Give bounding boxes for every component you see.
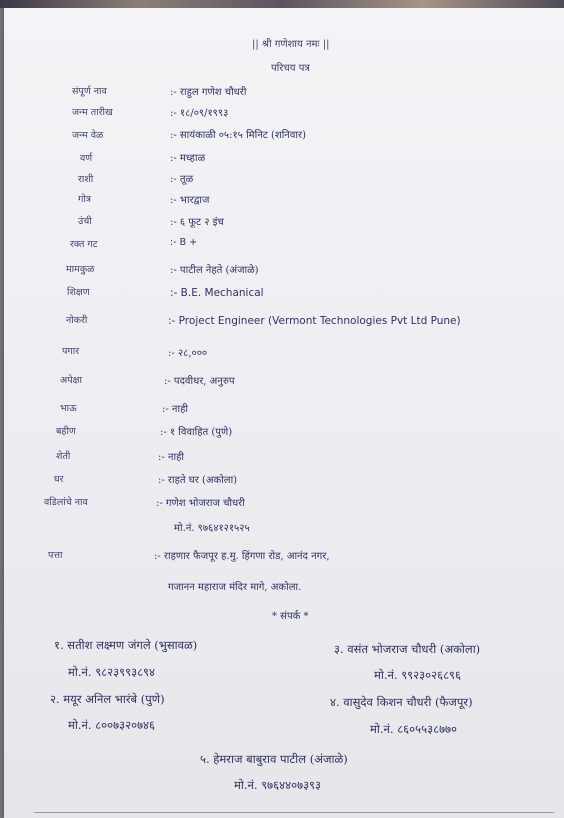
label-house: घर bbox=[54, 474, 64, 485]
value-house: :- राहते घर (अकोला) bbox=[158, 475, 238, 486]
label-height: उंची bbox=[78, 216, 92, 227]
invocation-heading: || श्री गणेशाय नमः || bbox=[252, 39, 330, 50]
label-maternal-family: मामकुळ bbox=[66, 264, 95, 275]
contact-name-1: १. सतीश लक्ष्मण जंगले (भुसावळ) bbox=[54, 638, 198, 652]
address-line-2: गजानन महाराज मंदिर मागे, अकोला. bbox=[168, 582, 302, 593]
label-expectations: अपेक्षा bbox=[60, 375, 82, 386]
label-education: शिक्षण bbox=[67, 287, 90, 298]
value-birth-date: :- १८/०९/१९९३ bbox=[170, 108, 229, 119]
contact-name-3: ३. वसंत भोजराज चौधरी (अकोला) bbox=[334, 642, 481, 656]
contact-phone-5: मो.नं. ९७६४४०७३९३ bbox=[234, 778, 322, 792]
document-title: परिचय पत्र bbox=[271, 63, 310, 74]
contact-phone-1: मो.नं. ९८२३९९३८९४ bbox=[68, 665, 156, 679]
contact-phone-2: मो.नं. ८००७३२०७४६ bbox=[68, 718, 156, 732]
value-farm: :- नाही bbox=[158, 452, 184, 463]
value-height: :- ६ फूट २ इंच bbox=[170, 217, 224, 228]
value-full-name: :- राहुल गणेश चौधरी bbox=[170, 87, 247, 98]
value-education: :- B.E. Mechanical bbox=[170, 287, 264, 299]
contact-phone-3: मो.नं. ९९२३०२६८९६ bbox=[374, 668, 462, 682]
background-edge bbox=[0, 0, 564, 8]
label-farm: शेती bbox=[56, 451, 71, 462]
value-salary: :- २८,००० bbox=[168, 348, 208, 359]
value-complexion: :- मध्हाळ bbox=[170, 153, 206, 164]
value-gotra: :- भारद्वाज bbox=[170, 195, 210, 206]
label-sister: बहीण bbox=[56, 426, 76, 437]
label-blood-group: रक्त गट bbox=[70, 239, 98, 250]
father-phone: मो.नं. ९७६४१२१५२५ bbox=[174, 523, 250, 534]
contact-name-4: ४. वासुदेव किशन चौधरी (फैजपूर) bbox=[330, 695, 473, 709]
label-rashi: राशी bbox=[78, 174, 94, 185]
label-address: पत्ता bbox=[48, 550, 63, 561]
value-occupation: :- Project Engineer (Vermont Technologies Pvt Ltd Pune) bbox=[168, 315, 461, 327]
label-birth-date: जन्म तारीख bbox=[72, 107, 113, 118]
label-father-name: वडिलांचे नाव bbox=[44, 497, 88, 508]
value-father-name: :- गणेश भोजराज चौधरी bbox=[156, 498, 245, 509]
bottom-divider bbox=[34, 812, 554, 813]
value-birth-time: :- सायंकाळी ०५:१५ मिनिट (शनिवार) bbox=[170, 130, 306, 141]
contact-phone-4: मो.नं. ८६०५५३८७७० bbox=[370, 722, 458, 736]
contact-name-5: ५. हेमराज बाबुराव पाटील (अंजाळे) bbox=[200, 752, 348, 766]
label-full-name: संपूर्ण नाव bbox=[72, 86, 107, 97]
label-gotra: गोत्र bbox=[78, 194, 92, 205]
label-brother: भाऊ bbox=[60, 403, 77, 414]
label-complexion: वर्ण bbox=[80, 153, 93, 164]
value-maternal-family: :- पाटील नेहते (अंजाळे) bbox=[170, 265, 259, 276]
value-rashi: :- तूळ bbox=[170, 174, 194, 185]
label-birth-time: जन्म वेळ bbox=[72, 130, 104, 141]
value-sister: :- १ विवाहित (पुणे) bbox=[160, 427, 233, 438]
value-blood-group: :- B + bbox=[170, 237, 198, 248]
biodata-sheet bbox=[4, 6, 564, 818]
contact-name-2: २. मयूर अनिल भारंबे (पुणे) bbox=[50, 692, 165, 706]
label-salary: पगार bbox=[62, 346, 80, 357]
address-line-1: :- राहणार फैजपूर ह.मु. हिंगणा रोड, आनंद नगर, bbox=[154, 551, 330, 562]
label-occupation: नोकरी bbox=[66, 315, 88, 326]
value-brother: :- नाही bbox=[162, 404, 188, 415]
contacts-heading: * संपर्क * bbox=[272, 611, 309, 622]
value-expectations: :- पदवीधर, अनुरुप bbox=[164, 376, 235, 387]
